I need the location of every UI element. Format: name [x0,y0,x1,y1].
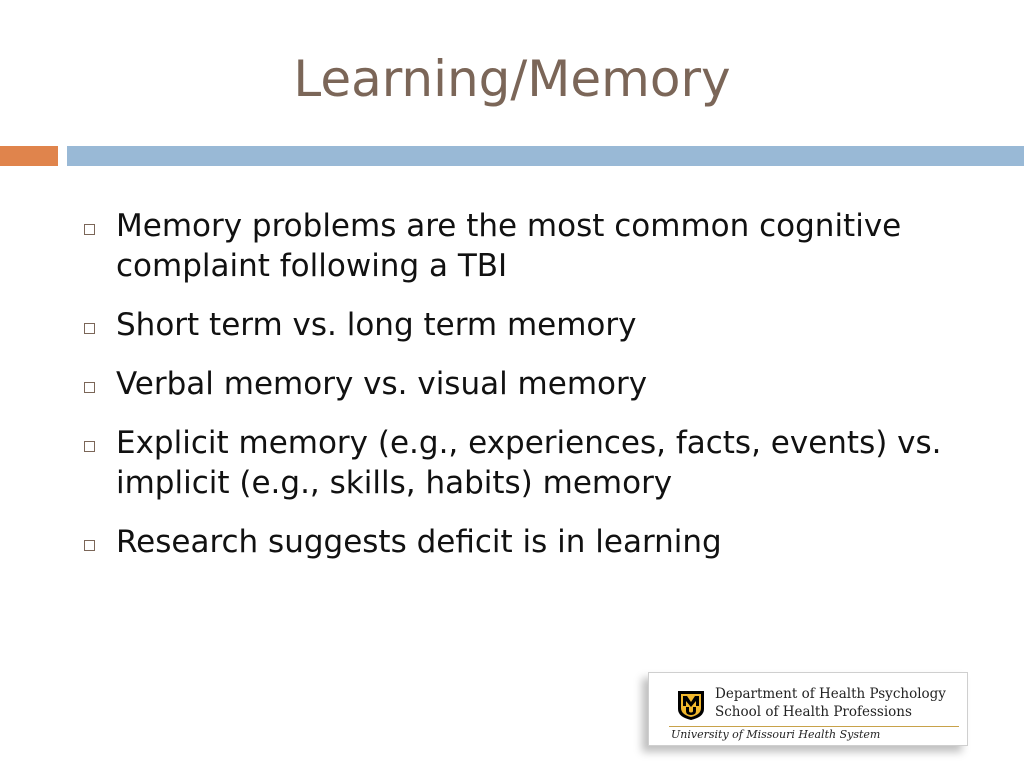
bullet-item [82,423,962,503]
square-bullet-icon [84,224,95,235]
bullet-list [82,206,962,581]
square-bullet-icon [84,441,95,452]
logo-divider [669,726,959,727]
logo-system-name: University of Missouri Health System [671,728,881,741]
logo-school-name: School of Health Professions [715,704,912,720]
bullet-item [82,364,962,404]
square-bullet-icon [84,382,95,393]
title-rule [67,146,1024,166]
department-logo [648,672,968,746]
bullet-item [82,305,962,345]
mizzou-shield-icon [676,689,706,721]
bullet-item [82,522,962,562]
slide-title: Learning/Memory [293,50,731,108]
bullet-item [82,206,962,286]
square-bullet-icon [84,540,95,551]
bullet-text: Verbal memory vs. visual memory [116,366,648,402]
bullet-text: Short term vs. long term memory [116,307,637,343]
bullet-text: Memory problems are the most common cognitive complaint following a TBI [116,208,902,284]
title-rule-accent [0,146,58,166]
square-bullet-icon [84,323,95,334]
logo-department-name: Department of Health Psychology [715,686,946,702]
bullet-text: Explicit memory (e.g., experiences, facts, events) vs. implicit (e.g., skills, habits) memory [116,425,942,501]
bullet-text: Research suggests deficit is in learning [116,524,722,560]
